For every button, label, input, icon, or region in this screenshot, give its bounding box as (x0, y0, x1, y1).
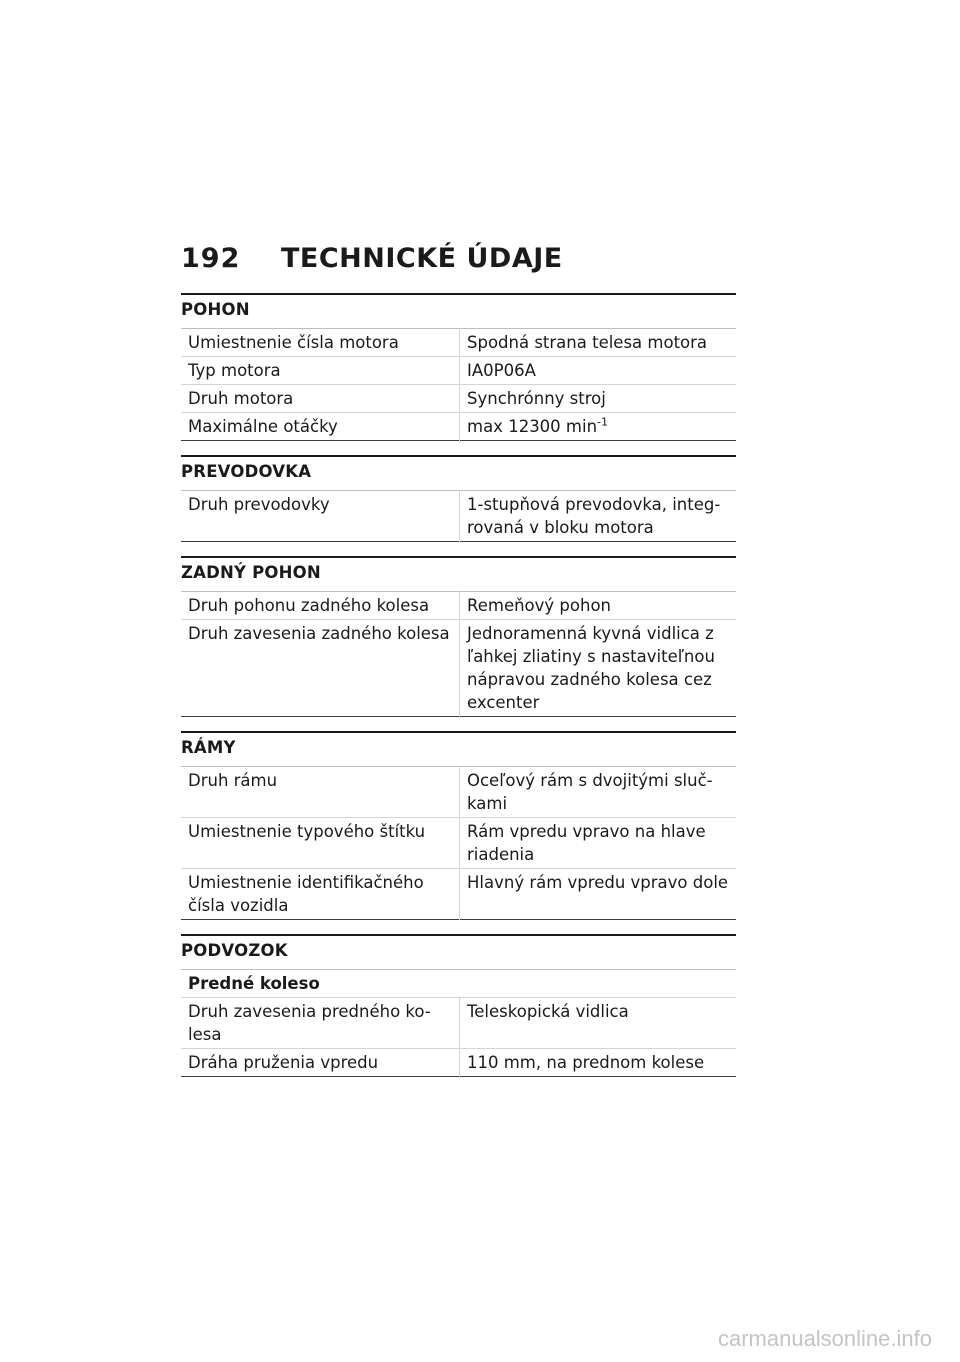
spec-label: Typ motora (181, 357, 460, 385)
table-subheading: Predné koleso (188, 974, 320, 993)
spec-label: Dráha pruženia vpredu (181, 1049, 460, 1077)
section-title: PODVOZOK (181, 941, 288, 960)
spec-label: Umiestnenie čísla motora (181, 329, 460, 357)
spec-label: Druh prevodovky (181, 491, 460, 542)
spec-label: Druh pohonu zadného kolesa (181, 592, 460, 620)
spec-value: Oceľový rám s dvojitými sluč-kami (467, 771, 713, 813)
spec-value: Synchrónny stroj (460, 385, 737, 413)
table-row (181, 329, 736, 357)
spec-table (181, 969, 736, 1077)
spec-value: Spodná strana telesa motora (467, 333, 708, 352)
spec-value: Jednoramenná kyvná vidlica z ľahkej zliatiny s nastaviteľnou nápravou zadného kolesa cez excenter (460, 620, 737, 717)
spec-value: Teleskopická vidlica (460, 998, 737, 1049)
table-row (181, 357, 736, 385)
table-row (181, 1049, 736, 1077)
table-row (181, 998, 736, 1049)
section-title: PREVODOVKA (181, 462, 312, 481)
table-row (181, 620, 736, 717)
spec-table (181, 328, 736, 441)
rpm-value: max 12300 min (467, 417, 598, 436)
spec-table (181, 766, 736, 920)
section-prevodovka (181, 455, 736, 542)
table-row (181, 413, 736, 441)
page-number: 192 (181, 243, 241, 274)
rpm-unit-exponent: -1 (597, 415, 609, 429)
section-zadny-pohon (181, 556, 736, 717)
table-row (181, 869, 736, 920)
table-row (181, 385, 736, 413)
spec-label: Druh rámu (181, 767, 460, 818)
spec-table (181, 490, 736, 542)
page-content (181, 243, 736, 1091)
table-subheading-row (181, 970, 736, 998)
spec-value: Remeňový pohon (467, 596, 612, 615)
table-row (181, 592, 736, 620)
spec-value (460, 413, 737, 441)
section-podvozok (181, 934, 736, 1077)
spec-table (181, 591, 736, 717)
table-row (181, 767, 736, 818)
table-row (181, 491, 736, 542)
spec-label: Umiestnenie identifikačného čísla vozidla (181, 869, 460, 920)
section-pohon (181, 293, 736, 441)
watermark: carmanualsonline.info (717, 1326, 932, 1351)
spec-value: IA0P06A (460, 357, 737, 385)
spec-label: Maximálne otáčky (181, 413, 460, 441)
spec-value: Rám vpredu vpravo na hlave riadenia (460, 818, 737, 869)
section-title: RÁMY (181, 738, 236, 757)
spec-label: Druh motora (181, 385, 460, 413)
spec-value: 1-stupňová prevodovka, integ-rovaná v bloku motora (467, 495, 721, 537)
spec-label: Druh zavesenia predného ko-lesa (181, 998, 460, 1049)
page-title: TECHNICKÉ ÚDAJE (281, 243, 563, 274)
spec-value: Hlavný rám vpredu vpravo dole (460, 869, 737, 920)
spec-value: 110 mm, na prednom kolese (460, 1049, 737, 1077)
section-title: ZADNÝ POHON (181, 563, 321, 582)
page-heading (181, 243, 736, 283)
section-ramy (181, 731, 736, 920)
section-title: POHON (181, 300, 250, 319)
spec-label: Druh zavesenia zadného kolesa (181, 620, 460, 717)
spec-label: Umiestnenie typového štítku (181, 818, 460, 869)
table-row (181, 818, 736, 869)
